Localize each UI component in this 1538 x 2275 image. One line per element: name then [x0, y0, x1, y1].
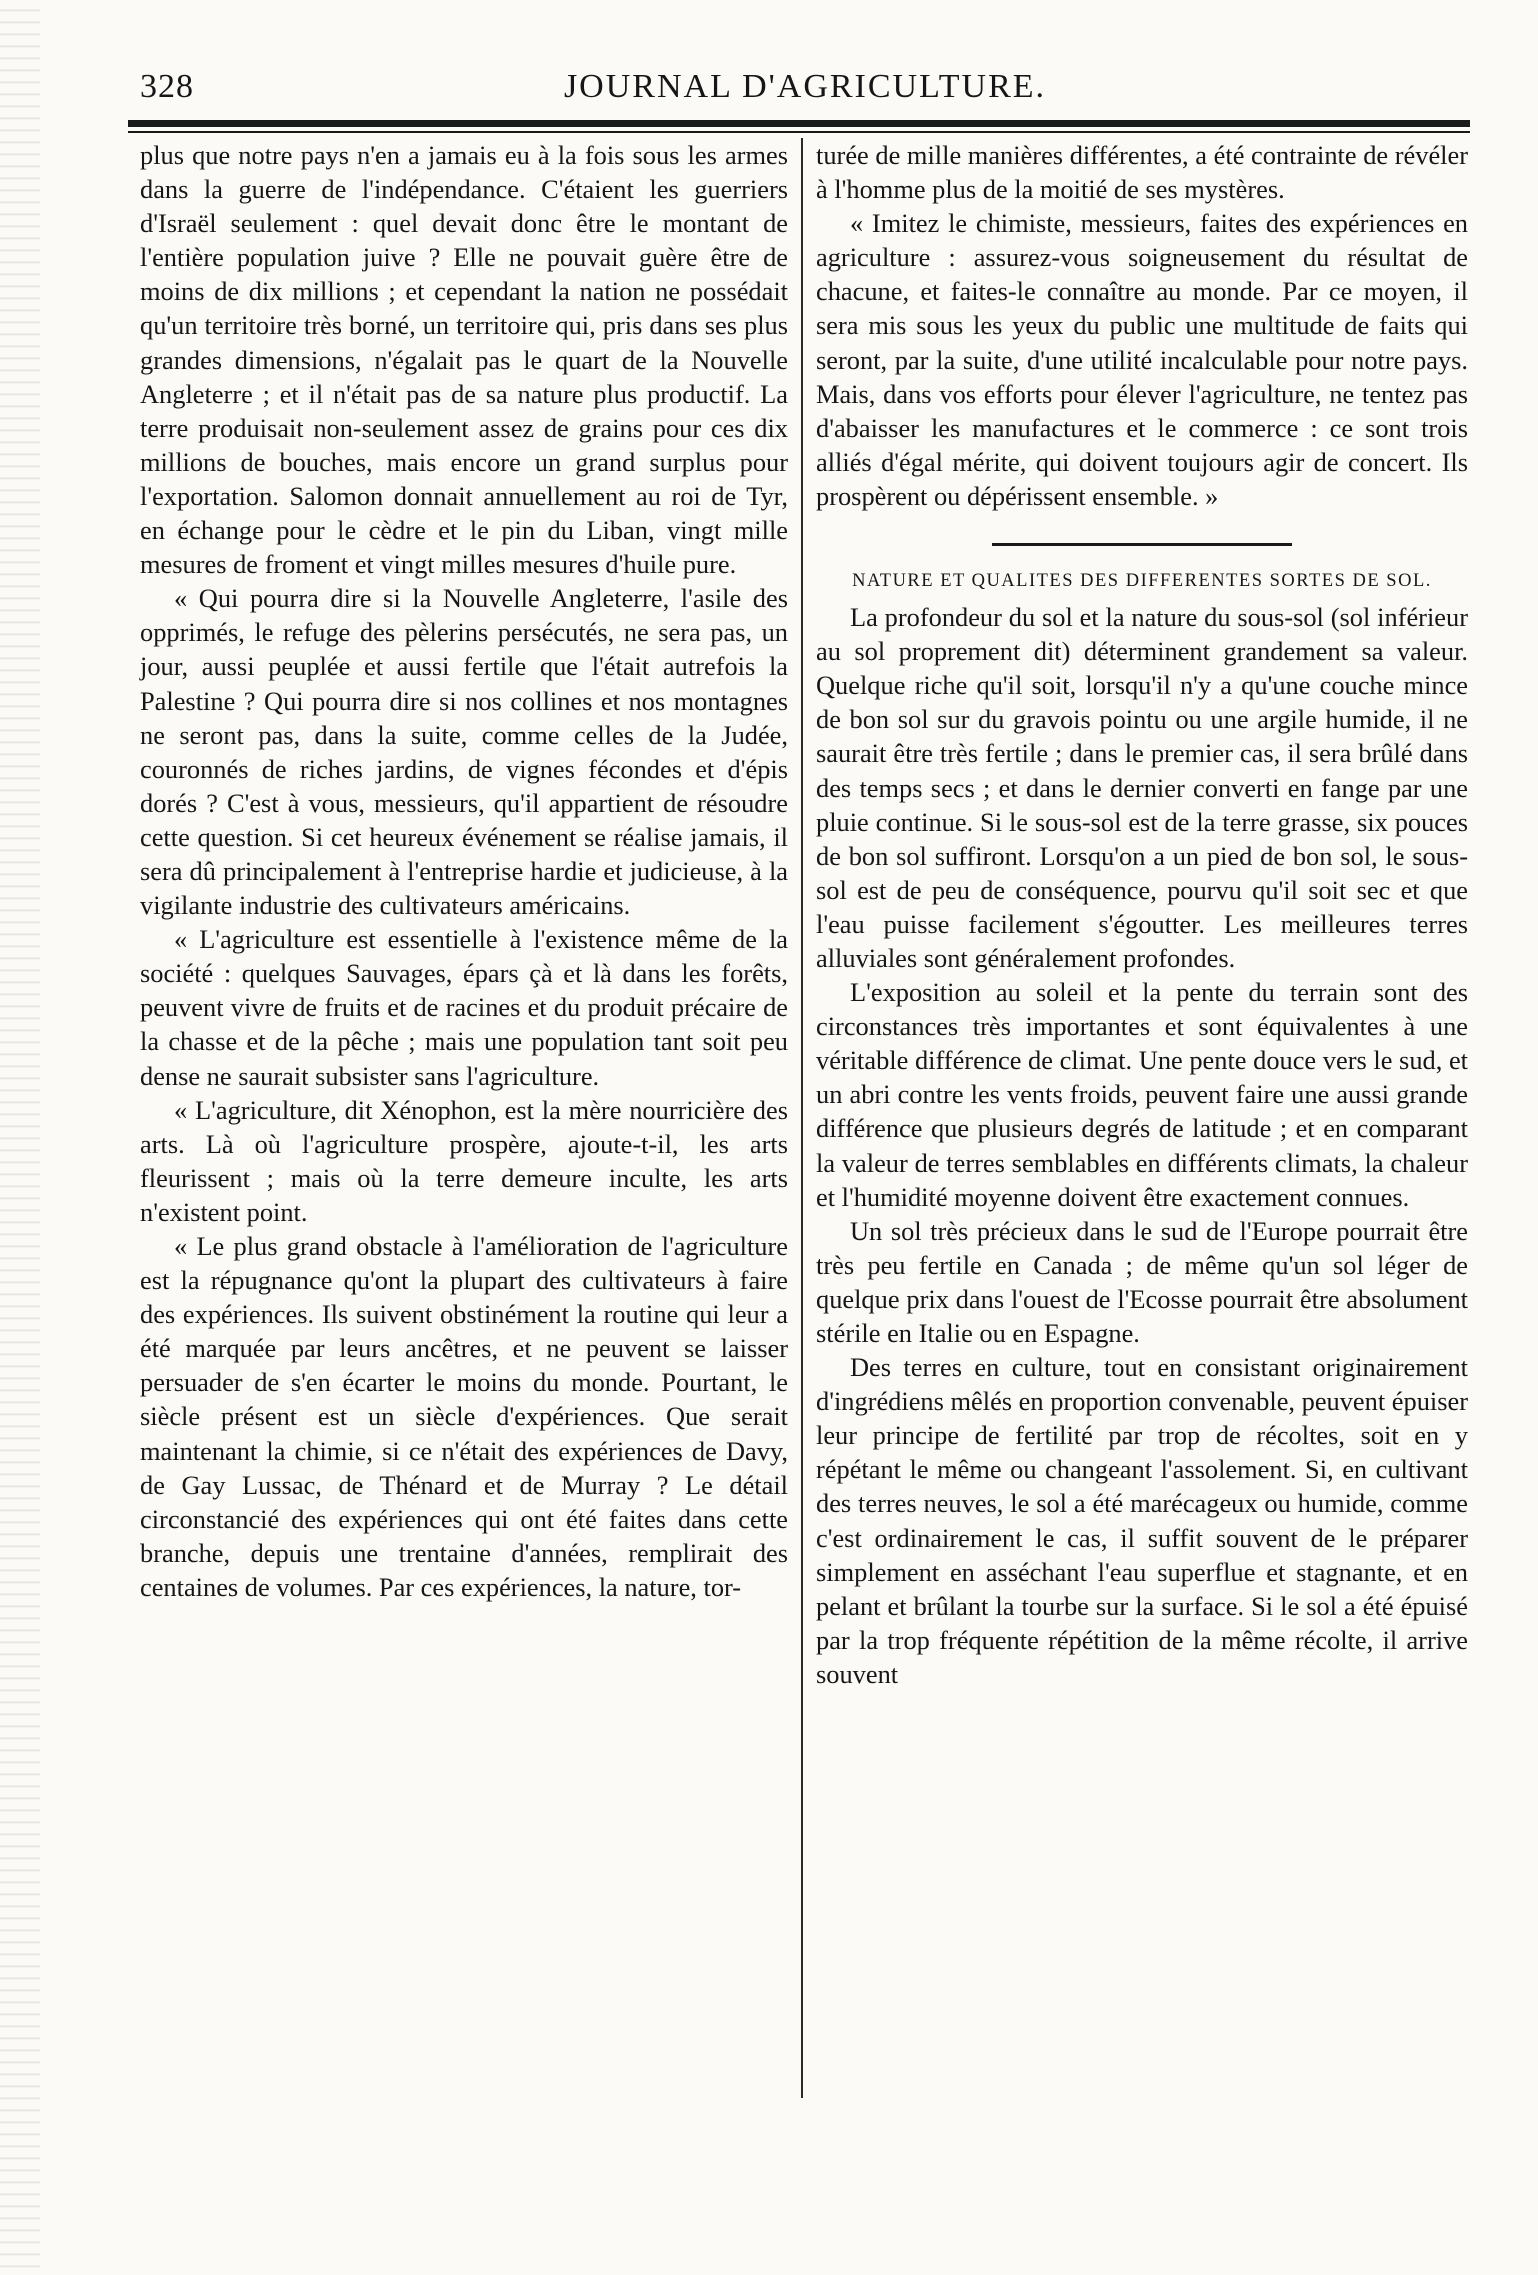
page-header — [140, 62, 1470, 122]
left-paragraph-5: « Le plus grand obstacle à l'amélioration de l'agriculture est la répugnance qu'ont la plupart des cultivateurs à faire des expériences. Ils suivent obstinément la routine qui leur a été marquée par leurs ancêtres, et ne peuvent se laisser persuader de s'en écarter le moins du monde. Pourtant, le siècle présent est un siècle d'expériences. Que serait maintenant la chimie, si ce n'était des expériences de Davy, de Gay Lussac, de Thénard et de Murray ? Le détail circonstancié des expériences qui ont été faites dans cette branche, depuis une trentaine d'années, remplirait des centaines de volumes. Par ces expériences, la nature, tor- — [140, 1231, 788, 1602]
right-paragraph-1: turée de mille manières différentes, a été contrainte de révéler à l'homme plus de la moitié de ses mystères. — [816, 140, 1468, 205]
page-number: 328 — [140, 68, 194, 105]
left-paragraph-4: « L'agriculture, dit Xénophon, est la mère nourricière des arts. Là où l'agriculture prospère, ajoute-t-il, les arts fleurissent ; mais où la terre demeure inculte, les arts n'existent point. — [140, 1094, 788, 1227]
right-column — [816, 138, 1468, 1691]
left-paragraph-3: « L'agriculture est essentielle à l'existence même de la société : quelques Sauvages, épars çà et là dans les forêts, peuvent vivre de fruits et de racines et du produit précaire de la chasse et de la pêche ; mais une population tant soit peu dense ne saurait subsister sans l'agriculture. — [140, 924, 788, 1091]
section-separator-rule — [992, 543, 1292, 546]
left-paragraph-2: « Qui pourra dire si la Nouvelle Angleterre, l'asile des opprimés, le refuge des pèlerins persécutés, ne sera pas, un jour, aussi peuplée et aussi fertile que l'était autrefois la Palestine ? Qui pourra dire si nos collines et nos montagnes ne seront pas, dans la suite, comme celles de la Judée, couronnés de riches jardins, de vignes fécondes et d'épis dorés ? C'est à vous, messieurs, qu'il appartient de résoudre cette question. Si cet heureux événement se réalise jamais, il sera dû principalement à l'entreprise hardie et judicieuse, à la vigilante industrie des cultivateurs américains. — [140, 583, 788, 921]
right-paragraph-5: Un sol très précieux dans le sud de l'Europe pourrait être très peu fertile en Canada ; de même qu'un sol léger de quelque prix dans l'ouest de l'Ecosse pourrait être absolument stérile en Italie ou en Espagne. — [816, 1215, 1468, 1348]
header-rule-thin — [128, 131, 1470, 133]
binding-edge — [0, 0, 40, 2275]
section-heading: NATURE ET QUALITES DES DIFFERENTES SORTES DE SOL. — [852, 571, 1432, 592]
right-paragraph-6: Des terres en culture, tout en consistant originairement d'ingrédiens mêlés en proportion convenable, peuvent épuiser leur principe de fertilité par trop de récoltes, soit en y répétant le même ou changeant l'assolement. Si, en cultivant des terres neuves, le sol a été marécageux ou humide, comme c'est ordinairement le cas, il suffit souvent de le préparer simplement en asséchant l'eau superflue et stagnante, et en pelant et brûlant la tourbe sur la surface. Si le sol a été épuisé par la trop fréquente répétition de la même récolte, il arrive souvent — [816, 1352, 1468, 1689]
running-title: JOURNAL D'AGRICULTURE. — [563, 68, 1047, 105]
column-divider — [801, 138, 803, 2098]
header-rule-thick — [128, 120, 1470, 127]
left-column — [140, 138, 788, 1604]
left-paragraph-1: plus que notre pays n'en a jamais eu à la fois sous les armes dans la guerre de l'indépendance. C'étaient les guerriers d'Israël seulement : quel devait donc être le montant de l'entière population juive ? Elle ne pouvait guère être de moins de dix millions ; et cependant la nation ne possédait qu'un territoire très borné, un territoire qui, pris dans ses plus grandes dimensions, n'égalait pas le quart de la Nouvelle Angleterre ; et il n'était pas de sa nature plus productif. La terre produisait non-seulement assez de grains pour ces dix millions de bouches, mais encore un grand surplus pour l'exportation. Salomon donnait annuellement au roi de Tyr, en échange pour le cèdre et le pin du Liban, vingt mille mesures de froment et vingt milles mesures d'huile pure. — [140, 140, 788, 580]
right-paragraph-3: La profondeur du sol et la nature du sous-sol (sol inférieur au sol proprement dit) déterminent grandement sa valeur. Quelque riche qu'il soit, lorsqu'il n'y a qu'une couche mince de bon sol sur du gravois pointu ou une argile humide, il ne saurait être très fertile ; dans le premier cas, il sera brûlé dans des temps secs ; et dans le dernier converti en fange par une pluie continue. Si le sous-sol est de la terre grasse, six pouces de bon sol suffiront. Lorsqu'on a un pied de bon sol, le sous-sol est de peu de conséquence, pourvu qu'il soit sec et que l'eau puisse facilement s'égoutter. Les meilleures terres alluviales sont généralement profondes. — [816, 602, 1468, 973]
right-paragraph-4: L'exposition au soleil et la pente du terrain sont des circonstances très importantes et sont équivalentes à une véritable différence de climat. Une pente douce vers le sud, et un abri contre les vents froids, peuvent faire une aussi grande différence que plusieurs degrés de latitude ; et en comparant la valeur de terres semblables en différents climats, la chaleur et l'humidité moyenne doivent être exactement connues. — [816, 977, 1468, 1212]
right-paragraph-2: « Imitez le chimiste, messieurs, faites des expériences en agriculture : assurez-vous soigneusement du résultat de chacune, et faites-le connaître au monde. Par ce moyen, il sera mis sous les yeux du public une multitude de faits qui seront, par la suite, d'une utilité incalculable pour notre pays. Mais, dans vos efforts pour élever l'agriculture, ne tentez pas d'abaisser les manufactures et le commerce : ce sont trois alliés d'égal mérite, qui doivent toujours agir de concert. Ils prospèrent ou dépérissent ensemble. » — [816, 208, 1468, 511]
